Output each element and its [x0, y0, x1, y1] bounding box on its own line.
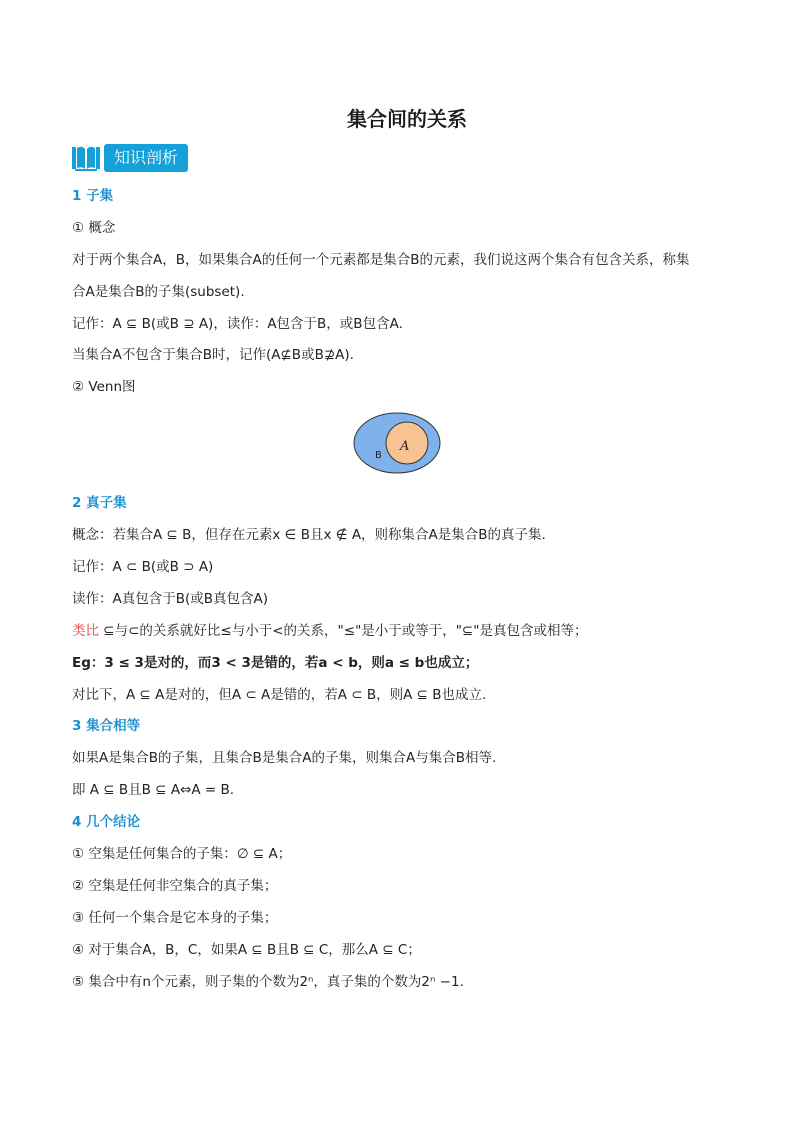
analogy-example: Eg：3 ≤ 3是对的，而3 < 3是错的，若a < b，则a ≤ b也成立；	[72, 655, 479, 671]
section-badge	[71, 143, 188, 173]
venn-diagram	[350, 410, 445, 476]
proper-subset-reading: 读作：A真包含于B(或B真包含A)	[72, 591, 269, 607]
section-heading-proper-subset: 2 真子集	[72, 495, 127, 511]
subset-definition-line2: 合A是集合B的子集(subset).	[72, 284, 245, 300]
conclusion-item: ⑤ 集合中有n个元素，则子集的个数为2ⁿ，真子集的个数为2ⁿ −1.	[72, 974, 464, 990]
conclusion-item: ④ 对于集合A，B，C，如果A ⊆ B且B ⊆ C，那么A ⊆ C；	[72, 942, 421, 958]
subset-definition-line1: 对于两个集合A，B，如果集合A的任何一个元素都是集合B的元素，我们说这两个集合有包含关系，称集	[72, 252, 690, 268]
analogy-text: ⊆与⊂的关系就好比≤与小于<的关系，"≤"是小于或等于，"⊆"是真包含或相等；	[103, 623, 588, 639]
analogy-compare: 对比下，A ⊆ A是对的，但A ⊂ A是错的，若A ⊂ B，则A ⊆ B也成立.	[72, 687, 487, 703]
analogy-tag: 类比	[72, 623, 99, 639]
subset-notation: 记作：A ⊆ B(或B ⊇ A)，读作：A包含于B，或B包含A.	[72, 316, 403, 332]
book-icon	[71, 144, 101, 172]
venn-label: ② Venn图	[72, 379, 136, 395]
venn-outer-label: B	[375, 450, 382, 461]
venn-inner-label: A	[400, 439, 410, 454]
badge-label: 知识剖析	[104, 144, 188, 172]
set-equality-symbolic: 即 A ⊆ B且B ⊆ A⇔A = B.	[72, 782, 235, 798]
conclusion-item: ② 空集是任何非空集合的真子集；	[72, 878, 278, 894]
set-equality-definition: 如果A是集合B的子集，且集合B是集合A的子集，则集合A与集合B相等.	[72, 750, 497, 766]
section-heading-set-equality: 3 集合相等	[72, 718, 141, 734]
conclusion-item: ① 空集是任何集合的子集：∅ ⊆ A；	[72, 846, 292, 862]
section-heading-conclusions: 4 几个结论	[72, 814, 141, 830]
analogy-row	[72, 621, 588, 641]
not-subset-notation: 当集合A不包含于集合B时，记作(A⊈B或B⊉A).	[72, 347, 354, 363]
proper-subset-notation: 记作：A ⊂ B(或B ⊃ A)	[72, 559, 214, 575]
section-heading-subset: 1 子集	[72, 188, 114, 204]
concept-label: ① 概念	[72, 220, 116, 236]
conclusion-item: ③ 任何一个集合是它本身的子集；	[72, 910, 278, 926]
page-title: 集合间的关系	[347, 107, 467, 131]
proper-subset-concept: 概念：若集合A ⊆ B，但存在元素x ∈ B且x ∉ A，则称集合A是集合B的真子集.	[72, 527, 546, 543]
